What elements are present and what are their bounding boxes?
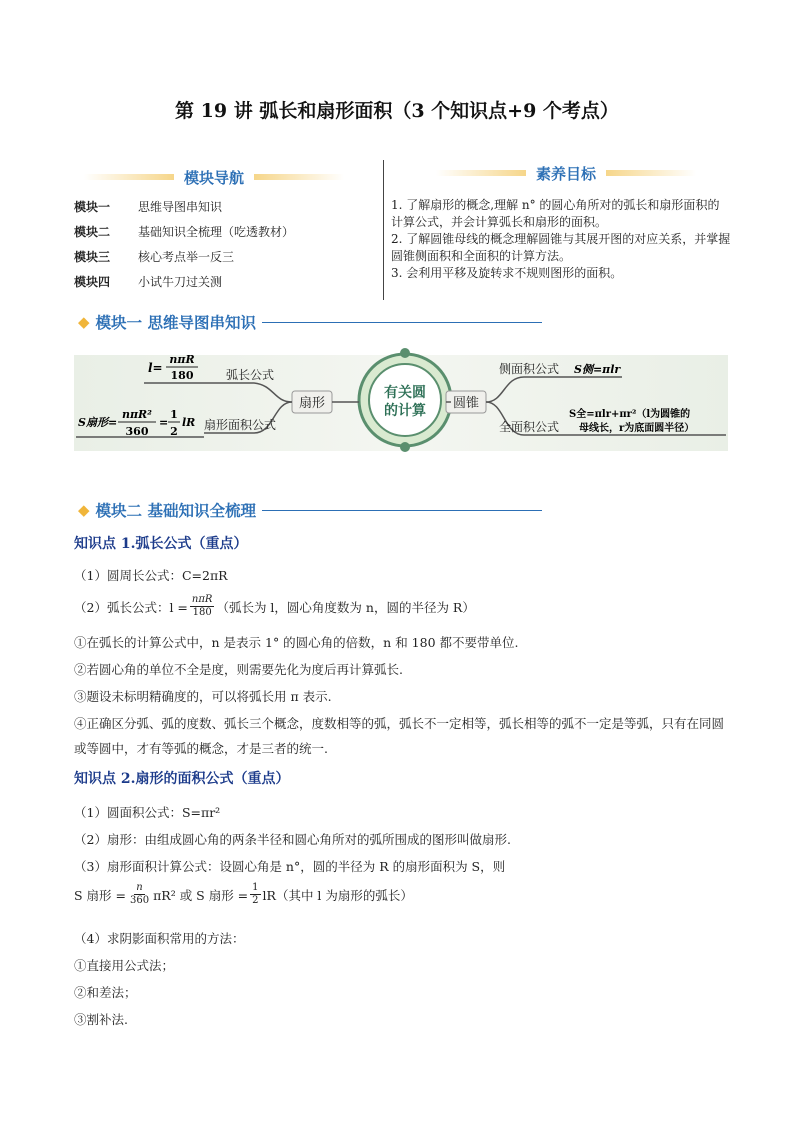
heading-rule (262, 322, 542, 323)
fraction: $\frac{1}{2}$ (252, 882, 259, 906)
section-heading-2: ◆ 模块二 基础知识全梳理 (78, 499, 542, 521)
note-item: ④正确区分弧、弧的度数、弧长三个概念，度数相等的弧，弧长不一定相等，弧长相等的弧不一定是等弧，只有在同圆或等圆中，才有等弧的概念，才是三者的统一. (74, 716, 725, 756)
ribbon-decoration (254, 174, 344, 180)
area-formula-lhs: S扇形= (78, 416, 118, 429)
side-formula: S侧=πlr (574, 363, 621, 376)
note-item: ②若圆心角的单位不全是度，则需要先化为度后再计算弧长. (74, 662, 403, 677)
area-formula-half-den: 2 (170, 425, 178, 438)
arc-label: 弧长公式 (226, 368, 275, 382)
ribbon-decoration (606, 170, 696, 176)
shaded-area-methods: （4）求阴影面积常用的方法： (74, 931, 245, 946)
right-node: 圆锥 (452, 396, 480, 411)
diamond-icon: ◆ (78, 501, 90, 519)
left-node: 扇形 (298, 396, 326, 411)
section-heading-1: ◆ 模块一 思维导图串知识 (78, 311, 542, 333)
method-item: ①直接用公式法； (74, 958, 175, 973)
note-item: ①在弧长的计算公式中，n 是表示 1° 的圆心角的倍数，n 和 180 都不要带单位. (74, 635, 519, 650)
nav-item[interactable]: 模块一 思维导图串知识 (74, 200, 223, 214)
fraction: $\frac{n}{360}$ (129, 882, 150, 906)
sector-definition: （2）扇形：由组成圆心角的两条半径和圆心角所对的弧所围成的图形叫做扇形. (74, 832, 511, 847)
sector-area-intro: （3）扇形面积计算公式：设圆心角是 n°，圆的半径为 R 的扇形面积为 S，则 (74, 859, 506, 874)
arc-formula-num: nπR (169, 353, 195, 366)
circle-area-formula: （1）圆面积公式：S=πr² (74, 805, 221, 820)
goal-item: 2. 了解圆锥母线的概念理解圆锥与其展开图的对应关系，并掌握圆锥侧面积和全面积的计算方法。 (391, 232, 731, 263)
area-formula-den: 360 (125, 425, 149, 438)
goals-list (391, 197, 731, 282)
mind-map (74, 345, 728, 460)
nav-heading: 模块导航 (174, 167, 254, 188)
nav-item[interactable]: 模块四 小试牛刀过关测 (74, 275, 223, 289)
side-label: 侧面积公式 (499, 362, 560, 376)
area-formula-tail: lR (182, 416, 196, 429)
fraction: $\frac{\text{nπR}}{180}$ (191, 594, 213, 618)
note-item: ③题设未标明精确度的，可以将弧长用 π 表示. (74, 689, 332, 704)
ribbon-decoration (436, 170, 526, 176)
arc-length-formula: （2）弧长公式：l = $\frac{\text{nπR}}{180}$ （弧长为 l，圆心角度数为 n，圆的半径为 R） (74, 594, 475, 618)
total-label: 全面积公式 (499, 420, 560, 434)
ribbon-decoration (84, 174, 174, 180)
center-label: 的计算 (384, 403, 426, 419)
arc-formula-den: 180 (170, 369, 194, 382)
diamond-icon: ◆ (78, 313, 90, 331)
goals-heading: 素养目标 (526, 163, 606, 184)
area-label: 扇形面积公式 (204, 418, 277, 432)
area-formula-half-num: 1 (170, 408, 178, 421)
total-formula: S全=πlr+πr²（l为圆锥的 (569, 409, 691, 420)
method-item: ②和差法； (74, 985, 137, 1000)
center-knob (400, 442, 410, 452)
nav-item[interactable]: 模块三 核心考点举一反三 (74, 250, 235, 264)
goals-heading-ribbon (436, 160, 696, 186)
column-divider (383, 160, 384, 300)
page-title: 第 19 讲 弧长和扇形面积（3 个知识点+9 个考点） (175, 100, 619, 122)
center-label: 有关圆 (384, 385, 426, 401)
total-formula: 母线长，r为底面圆半径） (579, 423, 695, 434)
heading-rule (262, 510, 542, 511)
sector-area-formula: S 扇形 = $\frac{n}{360}$ πR² 或 S 扇形 = $\frac{1}{2}$ lR（其中 l 为扇形的弧长） (74, 882, 413, 906)
area-formula-eq: = (159, 416, 169, 429)
area-formula-num: nπR² (121, 408, 153, 421)
goal-item: 1. 了解扇形的概念,理解 n° 的圆心角所对的弧长和扇形面积的计算公式，并会计算弧长和扇形的面积。 (391, 198, 720, 229)
center-knob (400, 348, 410, 358)
arc-formula-lhs: l= (148, 361, 163, 375)
goal-item: 3. 会利用平移及旋转求不规则图形的面积。 (391, 266, 623, 280)
knowledge-point-1-title: 知识点 1.弧长公式（重点） (74, 536, 248, 552)
knowledge-point-2-title: 知识点 2.扇形的面积公式（重点） (74, 771, 290, 787)
nav-heading-ribbon (84, 164, 344, 190)
circumference-formula: （1）圆周长公式：C=2πR (74, 568, 228, 583)
method-item: ③割补法. (74, 1012, 128, 1027)
nav-list (74, 195, 294, 295)
nav-item[interactable]: 模块二 基础知识全梳理（吃透教材） (74, 225, 295, 239)
